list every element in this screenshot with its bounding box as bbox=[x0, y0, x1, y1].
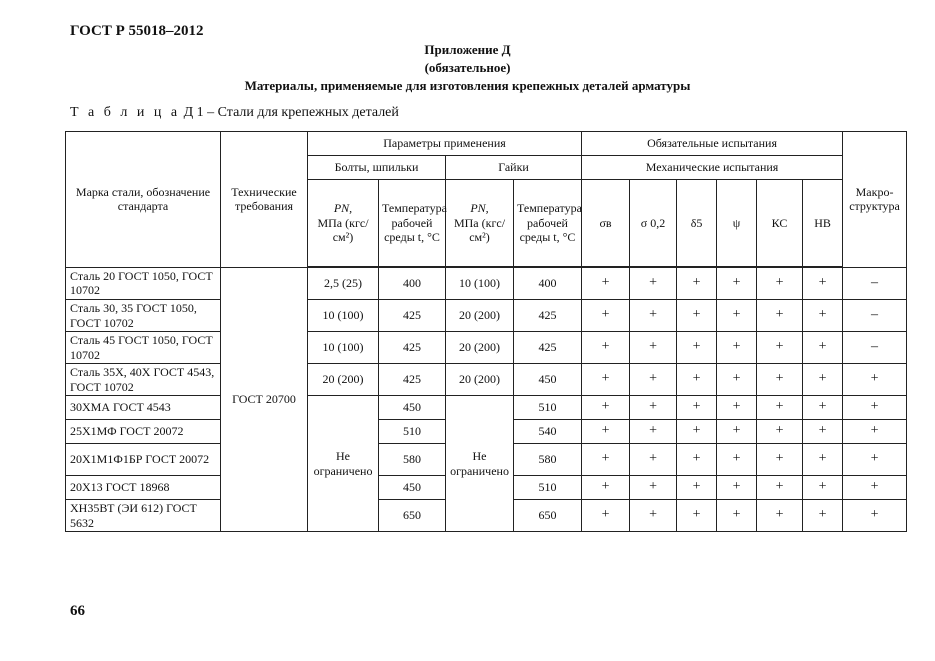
macro-cell: + bbox=[843, 396, 907, 420]
appendix-title: Материалы, применяемые для изготовления крепежных деталей арматуры bbox=[244, 78, 691, 93]
test-cell: + bbox=[630, 267, 677, 300]
header-bolts: Болты, шпильки bbox=[308, 156, 446, 180]
test-cell: + bbox=[757, 364, 803, 396]
grade-cell: ХН35ВТ (ЭИ 612) ГОСТ 5632 bbox=[66, 500, 221, 532]
test-cell: + bbox=[757, 300, 803, 332]
grade-cell: Сталь 45 ГОСТ 1050, ГОСТ 10702 bbox=[66, 332, 221, 364]
nut-temp-cell: 510 bbox=[514, 396, 582, 420]
test-cell: + bbox=[582, 332, 630, 364]
caption-prefix: Т а б л и ц а bbox=[70, 105, 181, 120]
header-sigma-02: σ 0,2 bbox=[630, 180, 677, 268]
bolt-pn-cell: 10 (100) bbox=[308, 332, 379, 364]
test-cell: + bbox=[717, 267, 757, 300]
header-grade: Марка стали, обозначение стандарта bbox=[66, 132, 221, 268]
caption-text: Д 1 – Стали для крепежных деталей bbox=[180, 105, 399, 120]
macro-cell: – bbox=[843, 267, 907, 300]
nut-temp-cell: 400 bbox=[514, 267, 582, 300]
test-cell: + bbox=[717, 300, 757, 332]
test-cell: + bbox=[677, 420, 717, 444]
macro-cell: – bbox=[843, 332, 907, 364]
nut-temp-cell: 580 bbox=[514, 444, 582, 476]
grade-cell: Сталь 30, 35 ГОСТ 1050, ГОСТ 10702 bbox=[66, 300, 221, 332]
bolt-temp-cell: 425 bbox=[379, 300, 446, 332]
test-cell: + bbox=[757, 444, 803, 476]
header-macro: Макро-структура bbox=[843, 132, 907, 268]
appendix-label: Приложение Д bbox=[424, 42, 511, 57]
table-row bbox=[66, 267, 907, 300]
test-cell: + bbox=[803, 476, 843, 500]
header-psi: ψ bbox=[717, 180, 757, 268]
nut-temp-cell: 425 bbox=[514, 300, 582, 332]
nut-pn-cell: 20 (200) bbox=[446, 364, 514, 396]
table-row bbox=[66, 396, 907, 420]
table-row bbox=[66, 332, 907, 364]
test-cell: + bbox=[677, 364, 717, 396]
test-cell: + bbox=[717, 332, 757, 364]
nut-temp-cell: 425 bbox=[514, 332, 582, 364]
test-cell: + bbox=[717, 420, 757, 444]
header-nuts: Гайки bbox=[446, 156, 582, 180]
bolt-temp-cell: 450 bbox=[379, 476, 446, 500]
header-tests: Обязательные испытания bbox=[582, 132, 843, 156]
test-cell: + bbox=[717, 364, 757, 396]
test-cell: + bbox=[582, 364, 630, 396]
header-mech: Механические испытания bbox=[582, 156, 843, 180]
test-cell: + bbox=[582, 444, 630, 476]
header-nut-temp: Температура рабочей среды t, °C bbox=[514, 180, 582, 268]
test-cell: + bbox=[677, 267, 717, 300]
test-cell: + bbox=[803, 420, 843, 444]
header-bolt-temp: Температура рабочей среды t, °C bbox=[379, 180, 446, 268]
test-cell: + bbox=[677, 332, 717, 364]
test-cell: + bbox=[757, 476, 803, 500]
test-cell: + bbox=[582, 267, 630, 300]
macro-cell: + bbox=[843, 420, 907, 444]
steels-table bbox=[65, 131, 907, 532]
macro-cell: + bbox=[843, 444, 907, 476]
header-params: Параметры применения bbox=[308, 132, 582, 156]
macro-cell: + bbox=[843, 476, 907, 500]
table-body bbox=[66, 267, 907, 532]
header-kc: КС bbox=[757, 180, 803, 268]
grade-cell: Сталь 35Х, 40Х ГОСТ 4543, ГОСТ 10702 bbox=[66, 364, 221, 396]
test-cell: + bbox=[757, 396, 803, 420]
grade-cell: 20Х13 ГОСТ 18968 bbox=[66, 476, 221, 500]
macro-cell: – bbox=[843, 300, 907, 332]
header-sigma-b: σв bbox=[582, 180, 630, 268]
test-cell: + bbox=[630, 332, 677, 364]
tech-cell: ГОСТ 20700 bbox=[221, 267, 308, 532]
table-row bbox=[66, 364, 907, 396]
macro-cell: + bbox=[843, 500, 907, 532]
grade-cell: 25Х1МФ ГОСТ 20072 bbox=[66, 420, 221, 444]
grade-cell: 30ХМА ГОСТ 4543 bbox=[66, 396, 221, 420]
test-cell: + bbox=[757, 332, 803, 364]
test-cell: + bbox=[717, 444, 757, 476]
test-cell: + bbox=[630, 500, 677, 532]
bolt-pn-cell: 20 (200) bbox=[308, 364, 379, 396]
bolt-temp-cell: 650 bbox=[379, 500, 446, 532]
nut-temp-cell: 450 bbox=[514, 364, 582, 396]
test-cell: + bbox=[630, 396, 677, 420]
bolt-pn-cell: 10 (100) bbox=[308, 300, 379, 332]
nut-pn-cell: 10 (100) bbox=[446, 267, 514, 300]
test-cell: + bbox=[677, 300, 717, 332]
header-hb: HB bbox=[803, 180, 843, 268]
test-cell: + bbox=[677, 476, 717, 500]
header-delta5: δ5 bbox=[677, 180, 717, 268]
nut-temp-cell: 650 bbox=[514, 500, 582, 532]
test-cell: + bbox=[582, 300, 630, 332]
test-cell: + bbox=[582, 396, 630, 420]
nut-temp-cell: 510 bbox=[514, 476, 582, 500]
table-caption bbox=[70, 105, 399, 121]
test-cell: + bbox=[757, 420, 803, 444]
grade-cell: Сталь 20 ГОСТ 1050, ГОСТ 10702 bbox=[66, 267, 221, 300]
bolt-temp-cell: 580 bbox=[379, 444, 446, 476]
bolt-pn-symbol: PN, bbox=[333, 201, 353, 216]
test-cell: + bbox=[717, 500, 757, 532]
macro-cell: + bbox=[843, 364, 907, 396]
test-cell: + bbox=[803, 364, 843, 396]
header-tech: Технические требования bbox=[221, 132, 308, 268]
bolt-pn-cell: 2,5 (25) bbox=[308, 267, 379, 300]
table-row bbox=[66, 300, 907, 332]
bolt-temp-cell: 425 bbox=[379, 364, 446, 396]
test-cell: + bbox=[630, 420, 677, 444]
test-cell: + bbox=[803, 444, 843, 476]
grade-cell: 20Х1М1Ф1БР ГОСТ 20072 bbox=[66, 444, 221, 476]
header-bolt-pn bbox=[308, 180, 379, 268]
test-cell: + bbox=[803, 300, 843, 332]
nut-pn-unlimited-cell: Не ограничено bbox=[446, 396, 514, 532]
bolt-temp-cell: 450 bbox=[379, 396, 446, 420]
bolt-temp-cell: 400 bbox=[379, 267, 446, 300]
test-cell: + bbox=[803, 332, 843, 364]
header-nut-pn bbox=[446, 180, 514, 268]
nut-pn-cell: 20 (200) bbox=[446, 300, 514, 332]
nut-pn-symbol: PN, bbox=[470, 201, 489, 216]
test-cell: + bbox=[630, 444, 677, 476]
bolt-temp-cell: 425 bbox=[379, 332, 446, 364]
test-cell: + bbox=[630, 364, 677, 396]
appendix-note: (обязательное) bbox=[424, 60, 511, 75]
bolt-pn-unit: МПа (кгс/см²) bbox=[317, 215, 369, 245]
test-cell: + bbox=[677, 444, 717, 476]
test-cell: + bbox=[582, 476, 630, 500]
test-cell: + bbox=[757, 267, 803, 300]
test-cell: + bbox=[803, 396, 843, 420]
test-cell: + bbox=[717, 476, 757, 500]
test-cell: + bbox=[717, 396, 757, 420]
test-cell: + bbox=[677, 500, 717, 532]
test-cell: + bbox=[630, 300, 677, 332]
page-number: 66 bbox=[70, 603, 85, 619]
bolt-pn-unlimited-cell: Не ограничено bbox=[308, 396, 379, 532]
test-cell: + bbox=[803, 267, 843, 300]
test-cell: + bbox=[677, 396, 717, 420]
test-cell: + bbox=[803, 500, 843, 532]
test-cell: + bbox=[630, 476, 677, 500]
nut-temp-cell: 540 bbox=[514, 420, 582, 444]
document-code: ГОСТ Р 55018–2012 bbox=[70, 23, 204, 39]
test-cell: + bbox=[582, 500, 630, 532]
test-cell: + bbox=[757, 500, 803, 532]
bolt-temp-cell: 510 bbox=[379, 420, 446, 444]
nut-pn-unit: МПа (кгс/см²) bbox=[453, 215, 506, 245]
nut-pn-cell: 20 (200) bbox=[446, 332, 514, 364]
test-cell: + bbox=[582, 420, 630, 444]
